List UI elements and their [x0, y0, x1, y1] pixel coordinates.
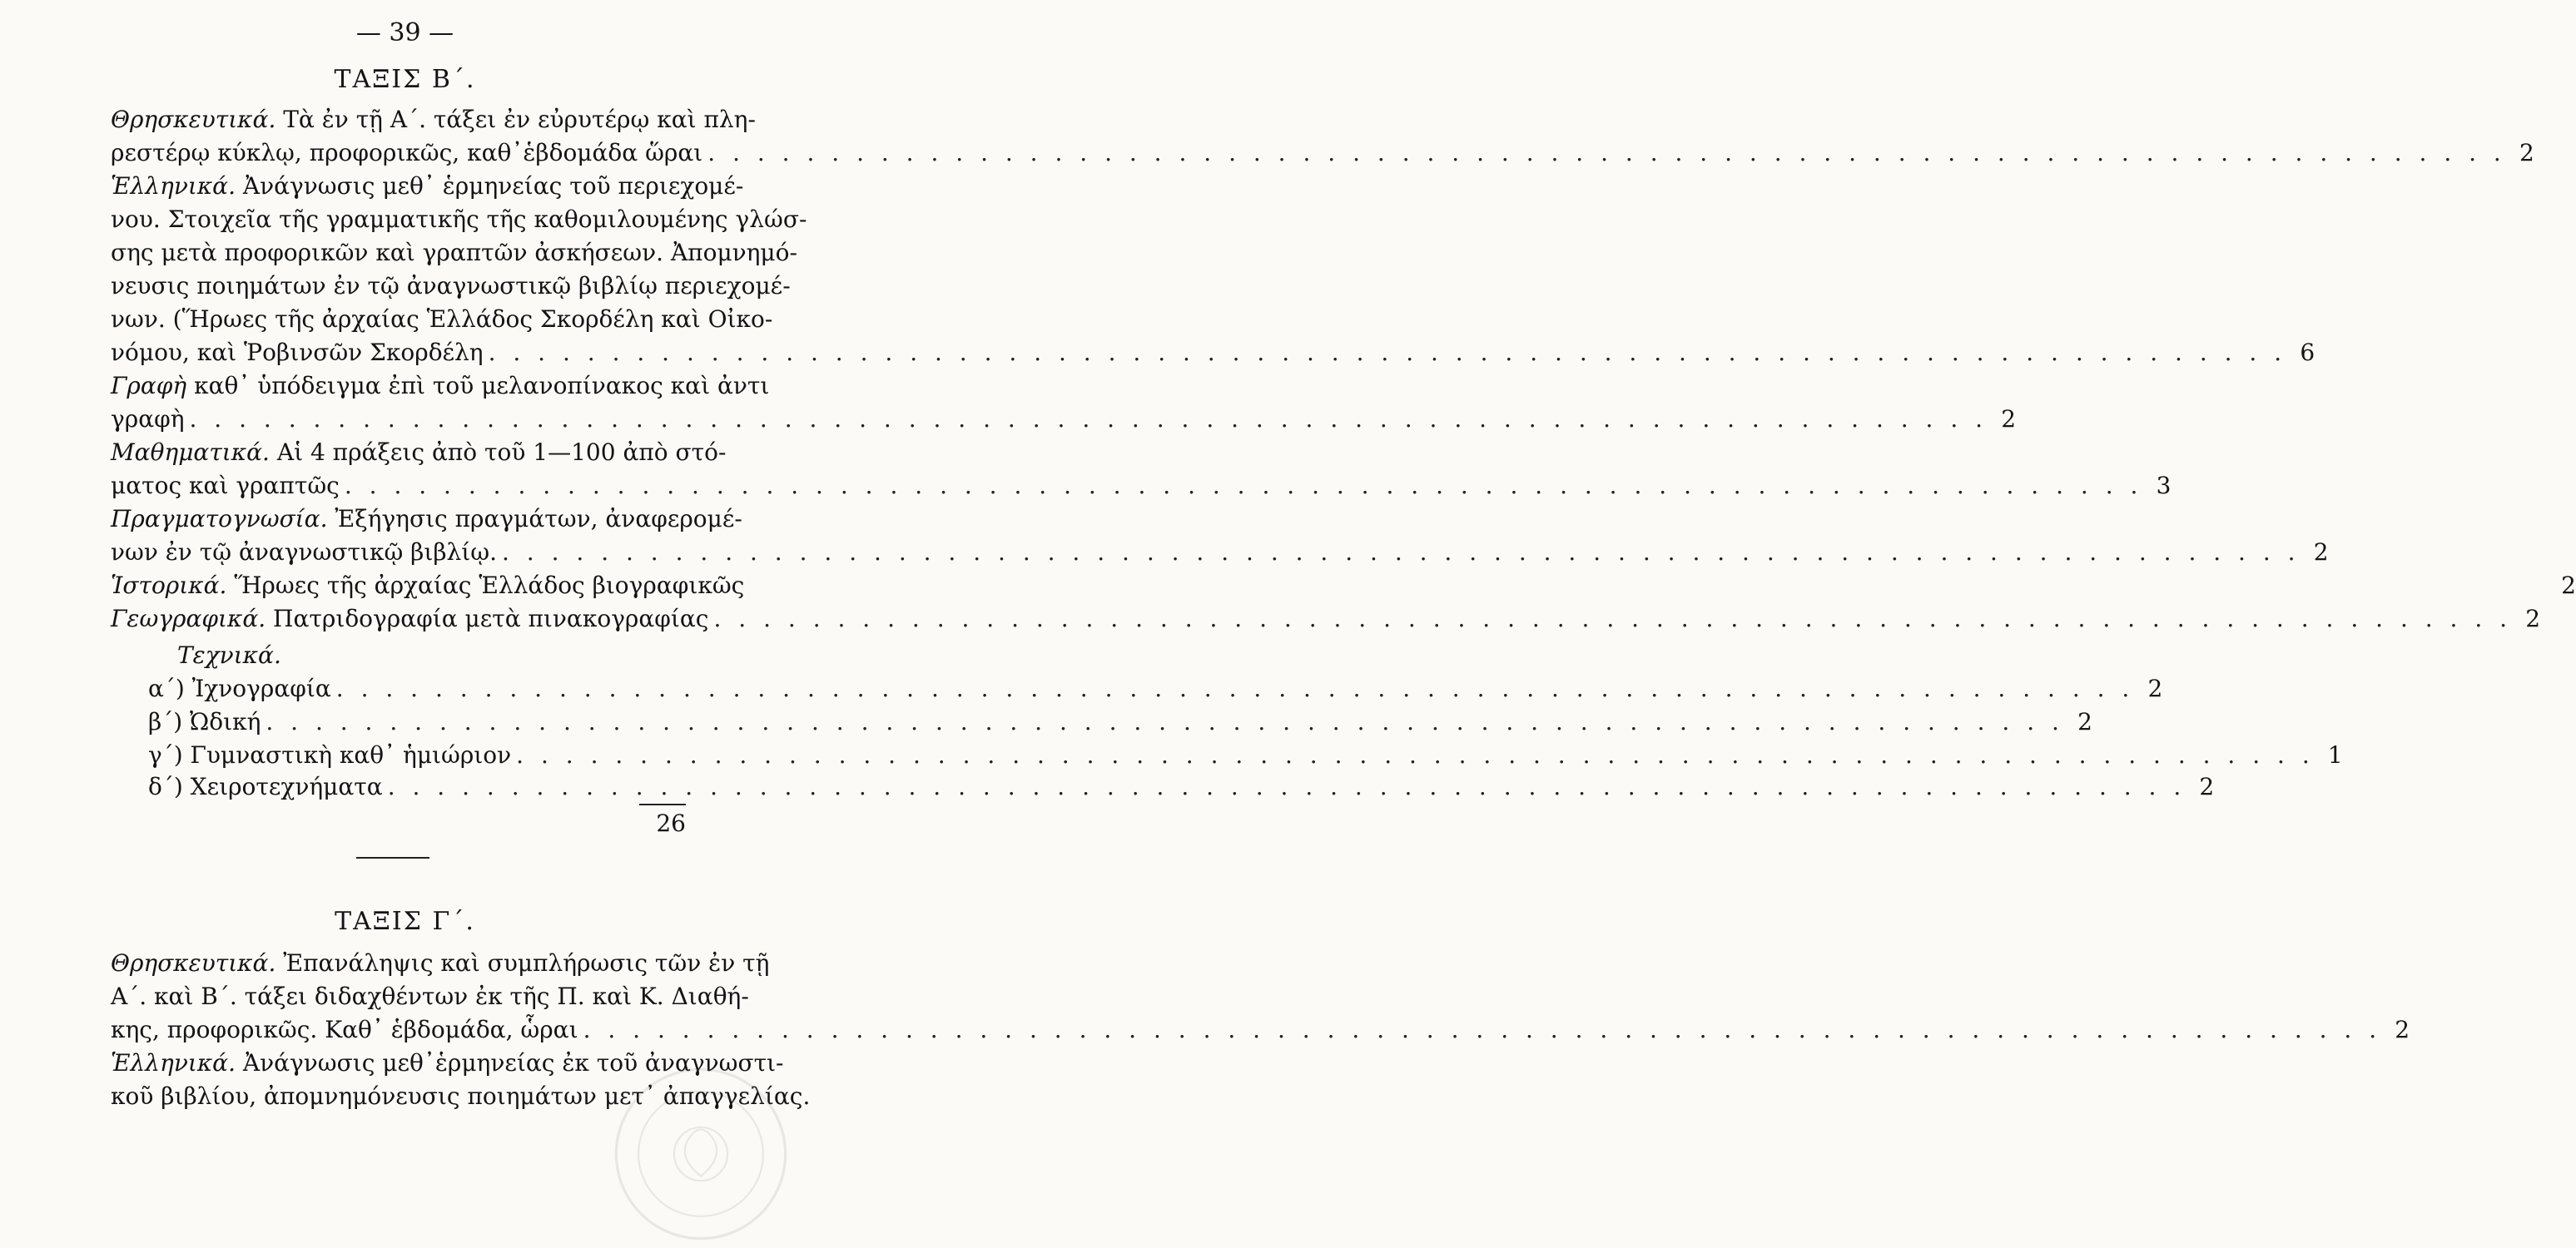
hours-value: 2	[2077, 708, 2092, 735]
hours-value: 2	[2525, 605, 2541, 632]
leader-line: γραφὴ . . . 2	[111, 403, 685, 436]
leader-line: α΄) Ἰχνογραφία . . . 2	[148, 672, 685, 706]
text-line: νευσις ποιημάτων ἐν τῷ ἀναγνωστικῷ βιβλίῳ περιεχομέ-	[111, 272, 791, 300]
hours-value: 2	[2147, 675, 2163, 702]
leader-line: γ΄) Γυμναστικὴ καθ᾿ ἡμιώριον . . . 1	[148, 739, 685, 772]
text-line: κοῦ βιβλίου, ἀπομνημόνευσις ποιημάτων μετ᾿ ἀπαγγελίας.	[111, 1082, 811, 1110]
text-line: Μαθηματικά. Αἱ 4 πράξεις ἀπὸ τοῦ 1—100 ἀπὸ στό-	[111, 438, 727, 466]
page-number: — 39 —	[355, 18, 454, 47]
section-c-title: ΤΑΞΙΣ Γ΄.	[335, 907, 475, 936]
hours-value: 2	[2313, 538, 2329, 566]
text-line: σης μετὰ προφορικῶν καὶ γραπτῶν ἀσκήσεων. Ἀπομνημό-	[111, 239, 797, 266]
hours-value: 2	[2001, 405, 2017, 433]
text-line: Α΄. καὶ Β΄. τάξει διδαχθέντων ἐκ τῆς Π. καὶ Κ. Διαθή-	[111, 983, 749, 1010]
text-line: Θρησκευτικά. Ἐπανάληψις καὶ συμπλήρωσις τῶν ἐν τῇ	[111, 949, 770, 977]
leader-line: Ἱστορικά. Ἥρωες τῆς ἀρχαίας Ἑλλάδος βιογραφικῶς 2	[111, 569, 685, 602]
hours-value: 1	[2327, 741, 2343, 769]
total-hours: 26	[656, 810, 686, 837]
hours-value: 3	[2156, 472, 2171, 499]
library-stamp-watermark	[612, 1065, 790, 1243]
leader-line: νόμου, καὶ Ῥοβινσῶν Σκορδέλη . . . 6	[111, 336, 685, 369]
text-line: νων. (Ἥρωες τῆς ἀρχαίας Ἑλλάδος Σκορδέλη καὶ Οἰκο-	[111, 305, 773, 333]
leader-line: β΄) Ὠδική . . . 2	[148, 706, 685, 739]
text-line: Γραφὴ καθ᾿ ὑπόδειγμα ἐπὶ τοῦ μελανοπίνακος καὶ ἀντι	[111, 372, 770, 399]
text-line: νου. Στοιχεῖα τῆς γραμματικῆς τῆς καθομιλουμένης γλώσ-	[111, 206, 807, 233]
section-b-title: ΤΑΞΙΣ Β΄.	[334, 65, 476, 94]
text-line: Ἑλληνικά. Ἀνάγνωσις μεθ᾿ἑρμηνείας ἐκ τοῦ ἀναγνωστι-	[111, 1049, 784, 1077]
text-line: Ἑλληνικά. Ἀνάγνωσις μεθ᾿ ἑρμηνείας τοῦ περιεχομέ-	[111, 172, 744, 200]
hours-value: 2	[2561, 572, 2576, 599]
leader-line: δ΄) Χειροτεχνήματα . . . 2	[148, 770, 685, 800]
leader-line: Γεωγραφικά. Πατριδογραφία μετὰ πινακογραφίας . . . 2	[111, 602, 685, 636]
hours-value: 6	[2300, 339, 2315, 366]
leader-line: κης, προφορικῶς. Καθ᾿ ἑβδομάδα, ὧραι . . . 2	[111, 1013, 685, 1047]
leader-line: ματος καὶ γραπτῶς . . . 3	[111, 469, 685, 503]
leader-line: νων ἐν τῷ ἀναγνωστικῷ βιβλίῳ. . . . 2	[111, 536, 685, 569]
technical-heading: Τεχνικά.	[177, 641, 281, 669]
text-line: Θρησκευτικά. Τὰ ἐν τῇ Α΄. τάξει ἐν εὐρυτέρῳ καὶ πλη-	[111, 106, 756, 133]
hours-value: 2	[2519, 139, 2534, 166]
hours-value: 2	[2199, 773, 2215, 800]
hours-value: 2	[2395, 1016, 2410, 1043]
leader-line: ρεστέρῳ κύκλῳ, προφορικῶς, καθ᾿ἑβδομάδα ὥραι . . . 2	[111, 136, 685, 170]
section-divider	[356, 857, 429, 859]
text-line: Πραγματογνωσία. Ἐξήγησις πραγμάτων, ἀναφερομέ-	[111, 505, 742, 532]
sum-rule	[639, 804, 686, 805]
